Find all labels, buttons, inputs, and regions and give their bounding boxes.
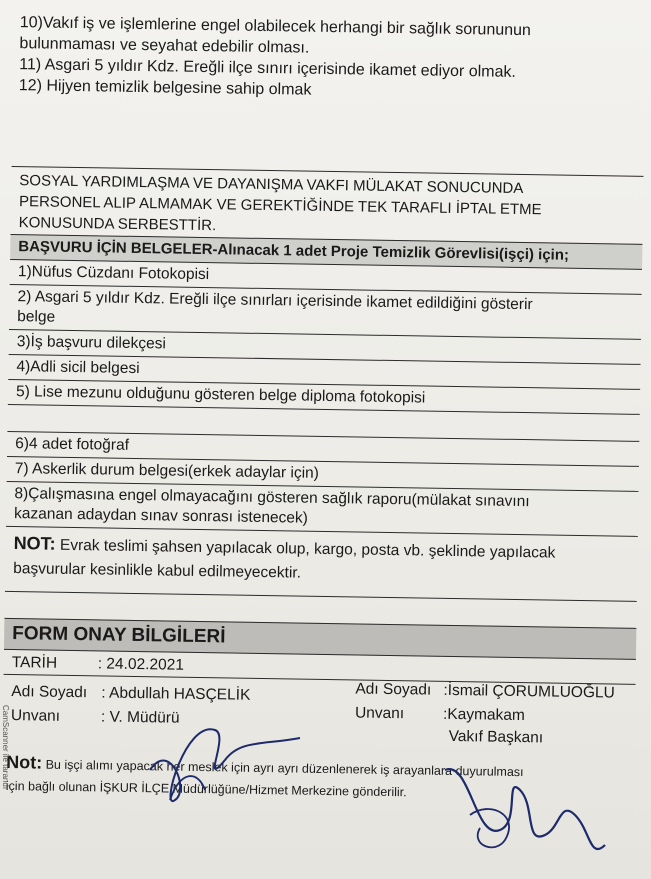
left-name-value: : Abdullah HASÇELİK: [101, 684, 251, 704]
document-item-5: 5) Lise mezunu olduğunu gösteren belge diploma fotokopisi: [8, 380, 640, 415]
notice-line3: KONUSUNDA SERBESTTİR.: [18, 214, 217, 235]
document-item-1: 1)Nüfus Cüzdanı Fotokopisi: [10, 260, 642, 295]
notice-line1: SOSYAL YARDIMLAŞMA VE DAYANIŞMA VAKFI MÜLAKAT SONUCUNDA: [19, 172, 524, 198]
signature-block: [2, 675, 635, 755]
requirement-12: 12) Hijyen temizlik belgesine sahip olmak: [18, 77, 312, 99]
footnote-text1: Bu işçi alımı yapacak her meslek için ayrı ayrı düzenlenerek iş arayanlara duyurulması: [45, 757, 524, 780]
delivery-note: [5, 527, 638, 602]
right-name-label: Adı Soyadı: [355, 680, 432, 699]
document-item-2-line2: belge: [17, 308, 56, 326]
document-item-8-line1: 8)Çalışmasına engel olmayacağını gösteren sağlık raporu(mülakat sınavını: [14, 485, 530, 511]
requirement-10-line2: bulunmaması ve seyahat edebilir olması.: [19, 35, 310, 57]
delivery-note-text: Evrak teslimi şahsen yapılacak olup, kargo, posta vb. şeklinde yapılacak başvurular kesinlikle kabul edilmeyecektir.: [13, 536, 556, 582]
document-body: [2, 12, 646, 807]
form-approval-header: FORM ONAY BİLGİLERİ: [4, 618, 636, 660]
right-signature-loop-icon: [470, 809, 509, 847]
date-value: : 24.02.2021: [97, 655, 185, 674]
foundation-notice: [11, 166, 644, 244]
scanner-watermark: CamScanner ile tarandı: [1, 705, 10, 790]
footnote-label: Not:: [6, 751, 43, 773]
footnote-line2: için bağlı olunan İŞKUR İLÇE Müdürlüğüne/Hizmet Merkezine gönderilir.: [5, 778, 407, 800]
notice-line2: PERSONEL ALIP ALMAMAK VE GEREKTİĞİNDE TEK TARAFLI İPTAL ETME: [18, 193, 542, 219]
document-item-4: 4)Adli sicil belgesi: [8, 355, 640, 390]
left-title-label: Unvanı: [10, 707, 61, 725]
document-item-6: 6)4 adet fotoğraf: [7, 432, 639, 467]
document-item-3: 3)İş başvuru dilekçesi: [9, 330, 641, 365]
right-title-value-2: Vakıf Başkanı: [448, 727, 544, 747]
right-name-value: :İsmail ÇORUMLUOĞLU: [443, 681, 615, 702]
delivery-note-label: NOT:: [13, 533, 56, 554]
right-title-value: :Kaymakam: [442, 705, 525, 725]
requirement-11: 11) Asgari 5 yıldır Kdz. Ereğli ilçe sınırı içerisinde ikamet ediyor olmak.: [19, 56, 517, 81]
left-name-label: Adı Soyadı: [11, 683, 88, 702]
left-title-value: : V. Müdürü: [100, 708, 180, 727]
right-title-label: Unvanı: [354, 704, 405, 723]
footnote: [2, 745, 635, 807]
document-item-7: 7) Askerlik durum belgesi(erkek adaylar için): [7, 457, 639, 492]
blank-space: [12, 96, 645, 176]
document-item-8-line2: kazanan adaydan sınav sonrası istenecek): [13, 505, 309, 527]
document-item-2-line1: 2) Asgari 5 yıldır Kdz. Ereğli ilçe sınırları içerisinde ikamet edildiğini gösterir: [17, 288, 533, 314]
documents-header: BAŞVURU İÇİN BELGELER-Alınacak 1 adet Proje Temizlik Görevlisi(işçi) için;: [10, 234, 642, 270]
date-label: TARİH: [11, 654, 58, 672]
requirement-10-line1: 10)Vakıf iş ve işlemlerine engel olabilecek herhangi bir sağlık sorununun: [19, 14, 532, 40]
